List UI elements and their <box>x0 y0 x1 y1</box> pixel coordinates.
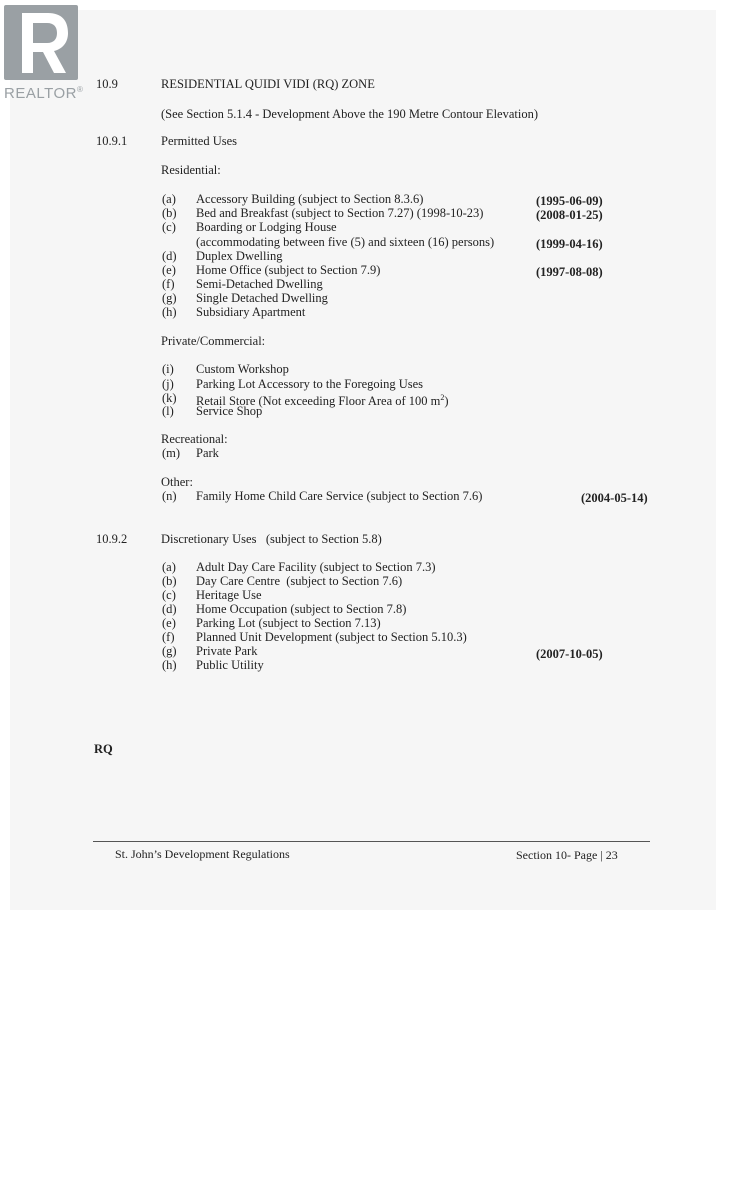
list-item-label: (h) <box>162 305 177 319</box>
list-item-label: (b) <box>162 574 177 588</box>
list-item: Public Utility <box>196 658 264 672</box>
amendment-date: (1997-08-08) <box>536 265 603 279</box>
list-item: Planned Unit Development (subject to Section 5.10.3) <box>196 630 467 644</box>
discretionary-heading: Discretionary Uses (subject to Section 5.8) <box>161 532 382 546</box>
realtor-r-icon <box>4 5 78 80</box>
list-item-label: (k) <box>162 391 177 405</box>
list-item-label: (a) <box>162 192 176 206</box>
realtor-logo-text: REALTOR® <box>4 85 84 102</box>
recreational-heading: Recreational: <box>161 432 228 446</box>
residential-heading: Residential: <box>161 163 221 177</box>
zone-code: RQ <box>94 742 113 756</box>
list-item-label: (c) <box>162 220 176 234</box>
list-item-label: (f) <box>162 630 175 644</box>
footer-left: St. John’s Development Regulations <box>115 847 290 861</box>
list-item-label: (m) <box>162 446 181 460</box>
section-title: RESIDENTIAL QUIDI VIDI (RQ) ZONE <box>161 77 375 91</box>
list-item: Retail Store (Not exceeding Floor Area of 100 $m^2$) <box>196 393 449 409</box>
list-item-label: (h) <box>162 658 177 672</box>
permitted-number: 10.9.1 <box>96 134 128 148</box>
permitted-heading: Permitted Uses <box>161 134 238 148</box>
list-item: Home Office (subject to Section 7.9) <box>196 263 381 277</box>
list-item-label: (j) <box>162 377 174 391</box>
list-item: Boarding or Lodging House <box>196 220 337 234</box>
section-note: (See Section 5.1.4 - Development Above the 190 Metre Contour Elevation) <box>161 107 538 121</box>
footer-right: Section 10- Page | 23 <box>516 848 618 862</box>
list-item: Adult Day Care Facility (subject to Section 7.3) <box>196 560 436 574</box>
list-item: Accessory Building (subject to Section 8.3.6) <box>196 192 424 206</box>
private-commercial-heading: Private/Commercial: <box>161 334 266 348</box>
list-item-label: (d) <box>162 249 177 263</box>
list-item-label: (g) <box>162 291 177 305</box>
list-item: Home Occupation (subject to Section 7.8) <box>196 602 407 616</box>
list-item: Day Care Centre (subject to Section 7.6) <box>196 574 403 588</box>
amendment-date: (2004-05-14) <box>581 491 648 505</box>
list-item: Subsidiary Apartment <box>196 305 306 319</box>
list-item-label: (f) <box>162 277 175 291</box>
amendment-date: (1999-04-16) <box>536 237 603 251</box>
list-item: Custom Workshop <box>196 362 289 376</box>
list-item: Service Shop <box>196 404 263 418</box>
discretionary-number: 10.9.2 <box>96 532 128 546</box>
list-item-label: (n) <box>162 489 177 503</box>
list-item-continuation: (accommodating between five (5) and sixteen (16) persons) <box>196 235 495 249</box>
list-item: Park <box>196 446 219 460</box>
list-item-label: (b) <box>162 206 177 220</box>
list-item: Semi-Detached Dwelling <box>196 277 323 291</box>
list-item-label: (d) <box>162 602 177 616</box>
list-item-label: (e) <box>162 263 176 277</box>
footer-rule <box>93 841 650 842</box>
section-number: 10.9 <box>96 77 118 91</box>
list-item: Private Park <box>196 644 258 658</box>
list-item-label: (l) <box>162 404 174 418</box>
list-item: Duplex Dwelling <box>196 249 283 263</box>
list-item-label: (e) <box>162 616 176 630</box>
amendment-date: (2008-01-25) <box>536 208 603 222</box>
list-item: Single Detached Dwelling <box>196 291 328 305</box>
list-item: Parking Lot Accessory to the Foregoing Uses <box>196 377 424 391</box>
amendment-date: (1995-06-09) <box>536 194 603 208</box>
list-item: Bed and Breakfast (subject to Section 7.27) (1998-10-23) <box>196 206 484 220</box>
list-item-label: (a) <box>162 560 176 574</box>
list-item: Parking Lot (subject to Section 7.13) <box>196 616 381 630</box>
other-heading: Other: <box>161 475 193 489</box>
list-item-label: (g) <box>162 644 177 658</box>
amendment-date: (2007-10-05) <box>536 647 603 661</box>
list-item: Family Home Child Care Service (subject to Section 7.6) <box>196 489 483 503</box>
list-item: Heritage Use <box>196 588 262 602</box>
list-item-label: (i) <box>162 362 174 376</box>
list-item-label: (c) <box>162 588 176 602</box>
